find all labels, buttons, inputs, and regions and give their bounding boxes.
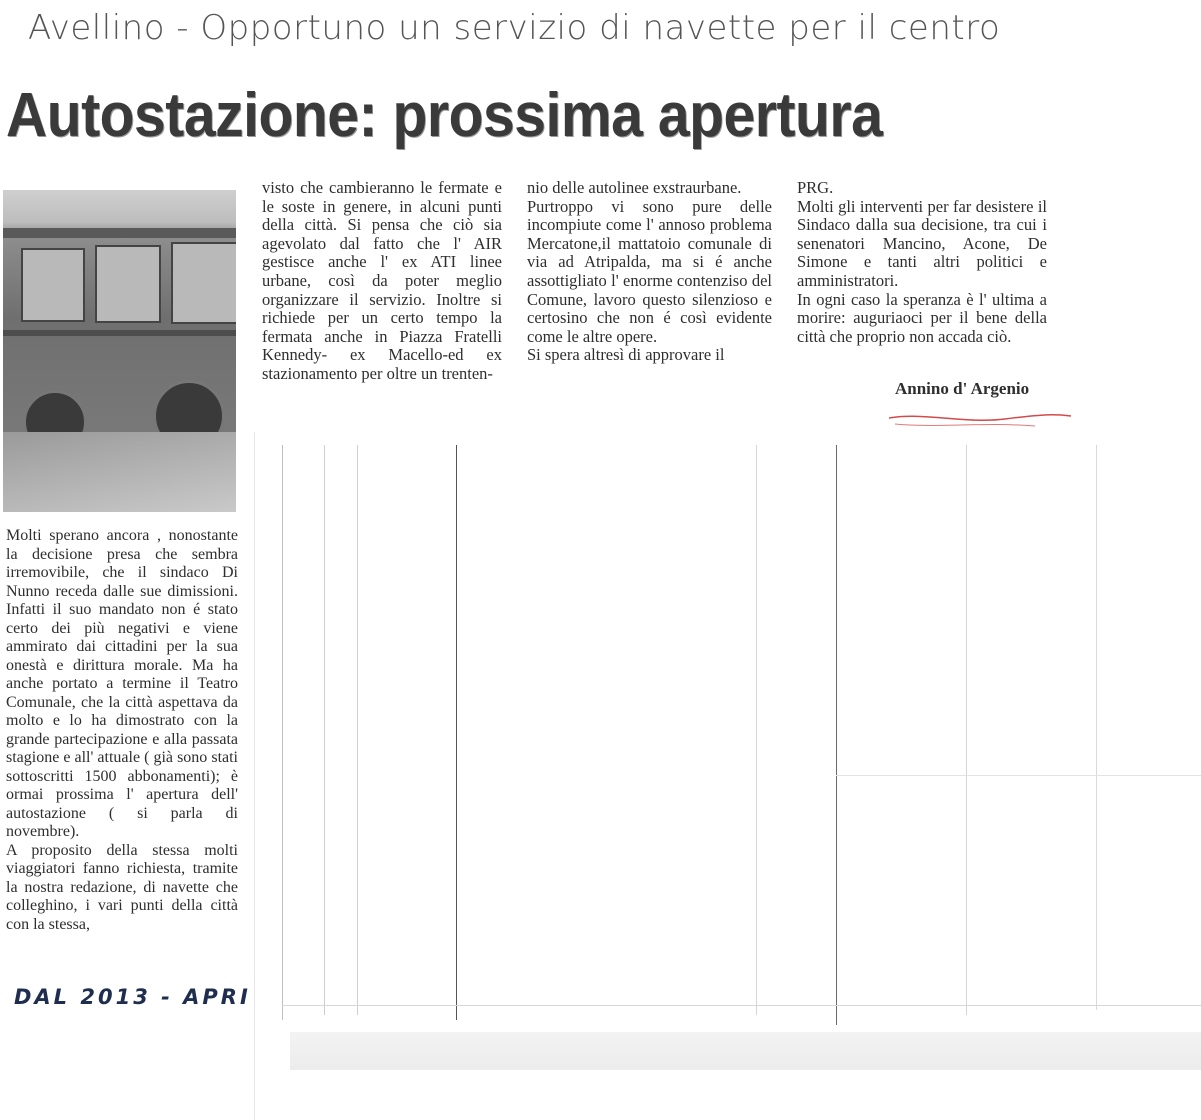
column-4-para-2: Molti gli interventi per far desistere il Sindaco dalla sua decisione, tra cui i senenatori Mancino, Acone, De Simone e tanti altri politici e amministratori. <box>797 196 1047 290</box>
article-column-2 <box>262 179 502 384</box>
article-author: Annino d' Argenio <box>895 379 1030 398</box>
column-3-para-3: Si spera altresì di approvare il <box>527 345 725 365</box>
faint-form-footer-band <box>290 1032 1201 1070</box>
article-kicker: Avellino - Opportuno un servizio di navette per il centro <box>28 8 1001 48</box>
handwritten-note: DAL 2013 - APRI <box>14 985 251 1009</box>
article-column-4 <box>797 179 1047 346</box>
bus-photo <box>3 190 236 512</box>
column-3-para-1: nio delle autolinee exstraurbane. <box>527 178 742 197</box>
faint-form-grid <box>282 445 1201 1030</box>
article-column-3 <box>527 179 772 365</box>
column-1-para-1: Molti sperano ancora , nonostante la decisione presa che sembra irremovibile, che il sindaco Di Nunno receda dalle sue dimissioni. Infatti il suo mandato non é stato certo dei più negativi e viene ammirato dai cittadini per la sua onestà e dirittura morale. Ma ha anche portato a termine il Teatro Comunale, che la città aspettava da molto e lo ha dimostrato con la grande partecipazione e alla passata stagione e all' attuale ( già sono stati sottoscritti 1500 abbonamenti); è ormai prossima l' apertura dell' autostazione ( si parla di novembre). <box>6 527 238 840</box>
red-pen-mark <box>885 410 1075 432</box>
column-4-para-3: In ogni caso la speranza è l' ultima a morire: auguriaoci per il bene della città che proprio non accada ciò. <box>797 289 1047 346</box>
column-2-text: visto che cambieranno le fermate e le soste in genere, in alcuni punti della città. Si pensa che ciò sia agevolato dal fatto che l' AIR gestisce anche l' ex ATI linee urbane, così da poter meglio organizzare il servizio. Inoltre si richiede per un certo tempo la fermata anche in Piazza Fratelli Kennedy- ex Macello-ed ex stazionamento per oltre un trenten- <box>262 178 502 383</box>
article-column-1 <box>6 527 238 934</box>
column-3-para-2: Purtroppo vi sono pure delle incompiute come l' annoso problema Mercatone,il mattatoio comunale di via ad Atripalda, ma si é anche assottigliato l' enorme contenziso del Comune, lavoro questo silenzioso e certosino che non é così evidente come le altre opere. <box>527 196 772 346</box>
column-1-para-2: A proposito della stessa molti viaggiatori fanno richiesta, tramite la nostra redazione, di navette che colleghino, i vari punti della città con la stessa, <box>6 841 238 933</box>
article-headline: Autostazione: prossima apertura <box>6 81 883 150</box>
column-4-para-1: PRG. <box>797 178 834 197</box>
